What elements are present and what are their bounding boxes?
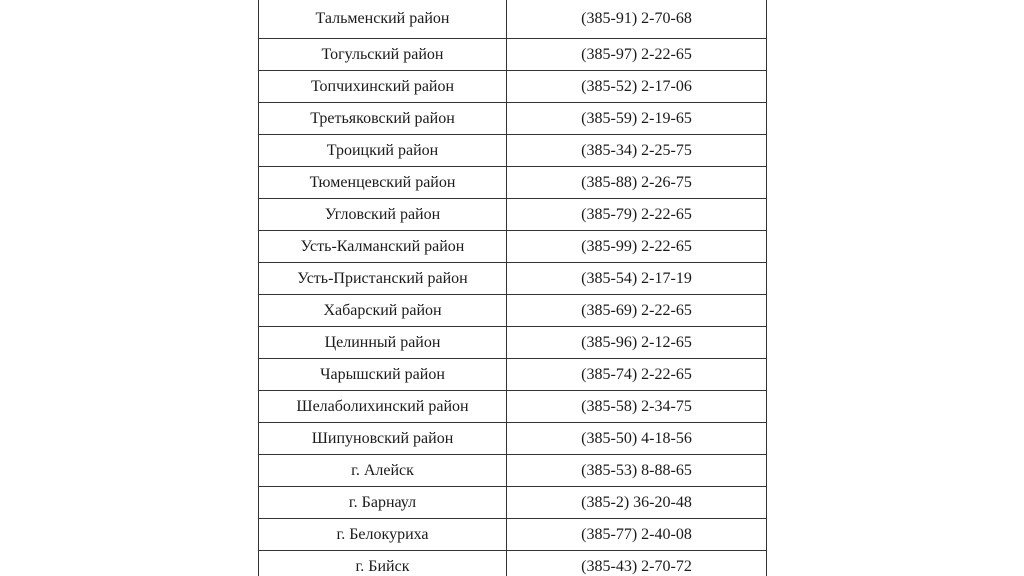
district-cell: г. Алейск <box>259 455 507 487</box>
district-cell: Усть-Калманский район <box>259 231 507 263</box>
phone-cell: (385-79) 2-22-65 <box>507 199 767 231</box>
table-row <box>259 519 767 551</box>
phone-cell: (385-54) 2-17-19 <box>507 263 767 295</box>
district-cell: Чарышский район <box>259 359 507 391</box>
phone-cell: (385-34) 2-25-75 <box>507 135 767 167</box>
district-cell: Усть-Пристанский район <box>259 263 507 295</box>
table-row <box>259 39 767 71</box>
district-cell: г. Барнаул <box>259 487 507 519</box>
district-cell: Хабарский район <box>259 295 507 327</box>
district-cell: Угловский район <box>259 199 507 231</box>
table-row <box>259 455 767 487</box>
table-row <box>259 391 767 423</box>
table-row <box>259 0 767 39</box>
district-cell: Тогульский район <box>259 39 507 71</box>
table-row <box>259 423 767 455</box>
phone-cell: (385-77) 2-40-08 <box>507 519 767 551</box>
district-cell: Тюменцевский район <box>259 167 507 199</box>
phone-directory-table <box>258 0 767 576</box>
district-cell: Топчихинский район <box>259 71 507 103</box>
district-cell: Тальменский район <box>259 0 507 39</box>
table-row <box>259 71 767 103</box>
district-cell: г. Белокуриха <box>259 519 507 551</box>
phone-cell: (385-88) 2-26-75 <box>507 167 767 199</box>
phone-cell: (385-58) 2-34-75 <box>507 391 767 423</box>
table-row <box>259 359 767 391</box>
phone-cell: (385-43) 2-70-72 <box>507 551 767 576</box>
phone-cell: (385-2) 36-20-48 <box>507 487 767 519</box>
table-row <box>259 327 767 359</box>
table-row <box>259 167 767 199</box>
table-row <box>259 263 767 295</box>
phone-cell: (385-59) 2-19-65 <box>507 103 767 135</box>
district-cell: Третьяковский район <box>259 103 507 135</box>
table-row <box>259 295 767 327</box>
table-row <box>259 487 767 519</box>
table-body <box>259 0 767 576</box>
table-row <box>259 135 767 167</box>
phone-cell: (385-69) 2-22-65 <box>507 295 767 327</box>
district-cell: Троицкий район <box>259 135 507 167</box>
phone-cell: (385-53) 8-88-65 <box>507 455 767 487</box>
phone-cell: (385-74) 2-22-65 <box>507 359 767 391</box>
phone-cell: (385-96) 2-12-65 <box>507 327 767 359</box>
table-row <box>259 103 767 135</box>
table-row <box>259 199 767 231</box>
district-cell: Целинный район <box>259 327 507 359</box>
table-row <box>259 231 767 263</box>
table-row <box>259 551 767 576</box>
district-cell: г. Бийск <box>259 551 507 576</box>
district-cell: Шипуновский район <box>259 423 507 455</box>
phone-cell: (385-52) 2-17-06 <box>507 71 767 103</box>
phone-cell: (385-50) 4-18-56 <box>507 423 767 455</box>
phone-cell: (385-97) 2-22-65 <box>507 39 767 71</box>
phone-cell: (385-99) 2-22-65 <box>507 231 767 263</box>
district-cell: Шелаболихинский район <box>259 391 507 423</box>
phone-cell: (385-91) 2-70-68 <box>507 0 767 39</box>
